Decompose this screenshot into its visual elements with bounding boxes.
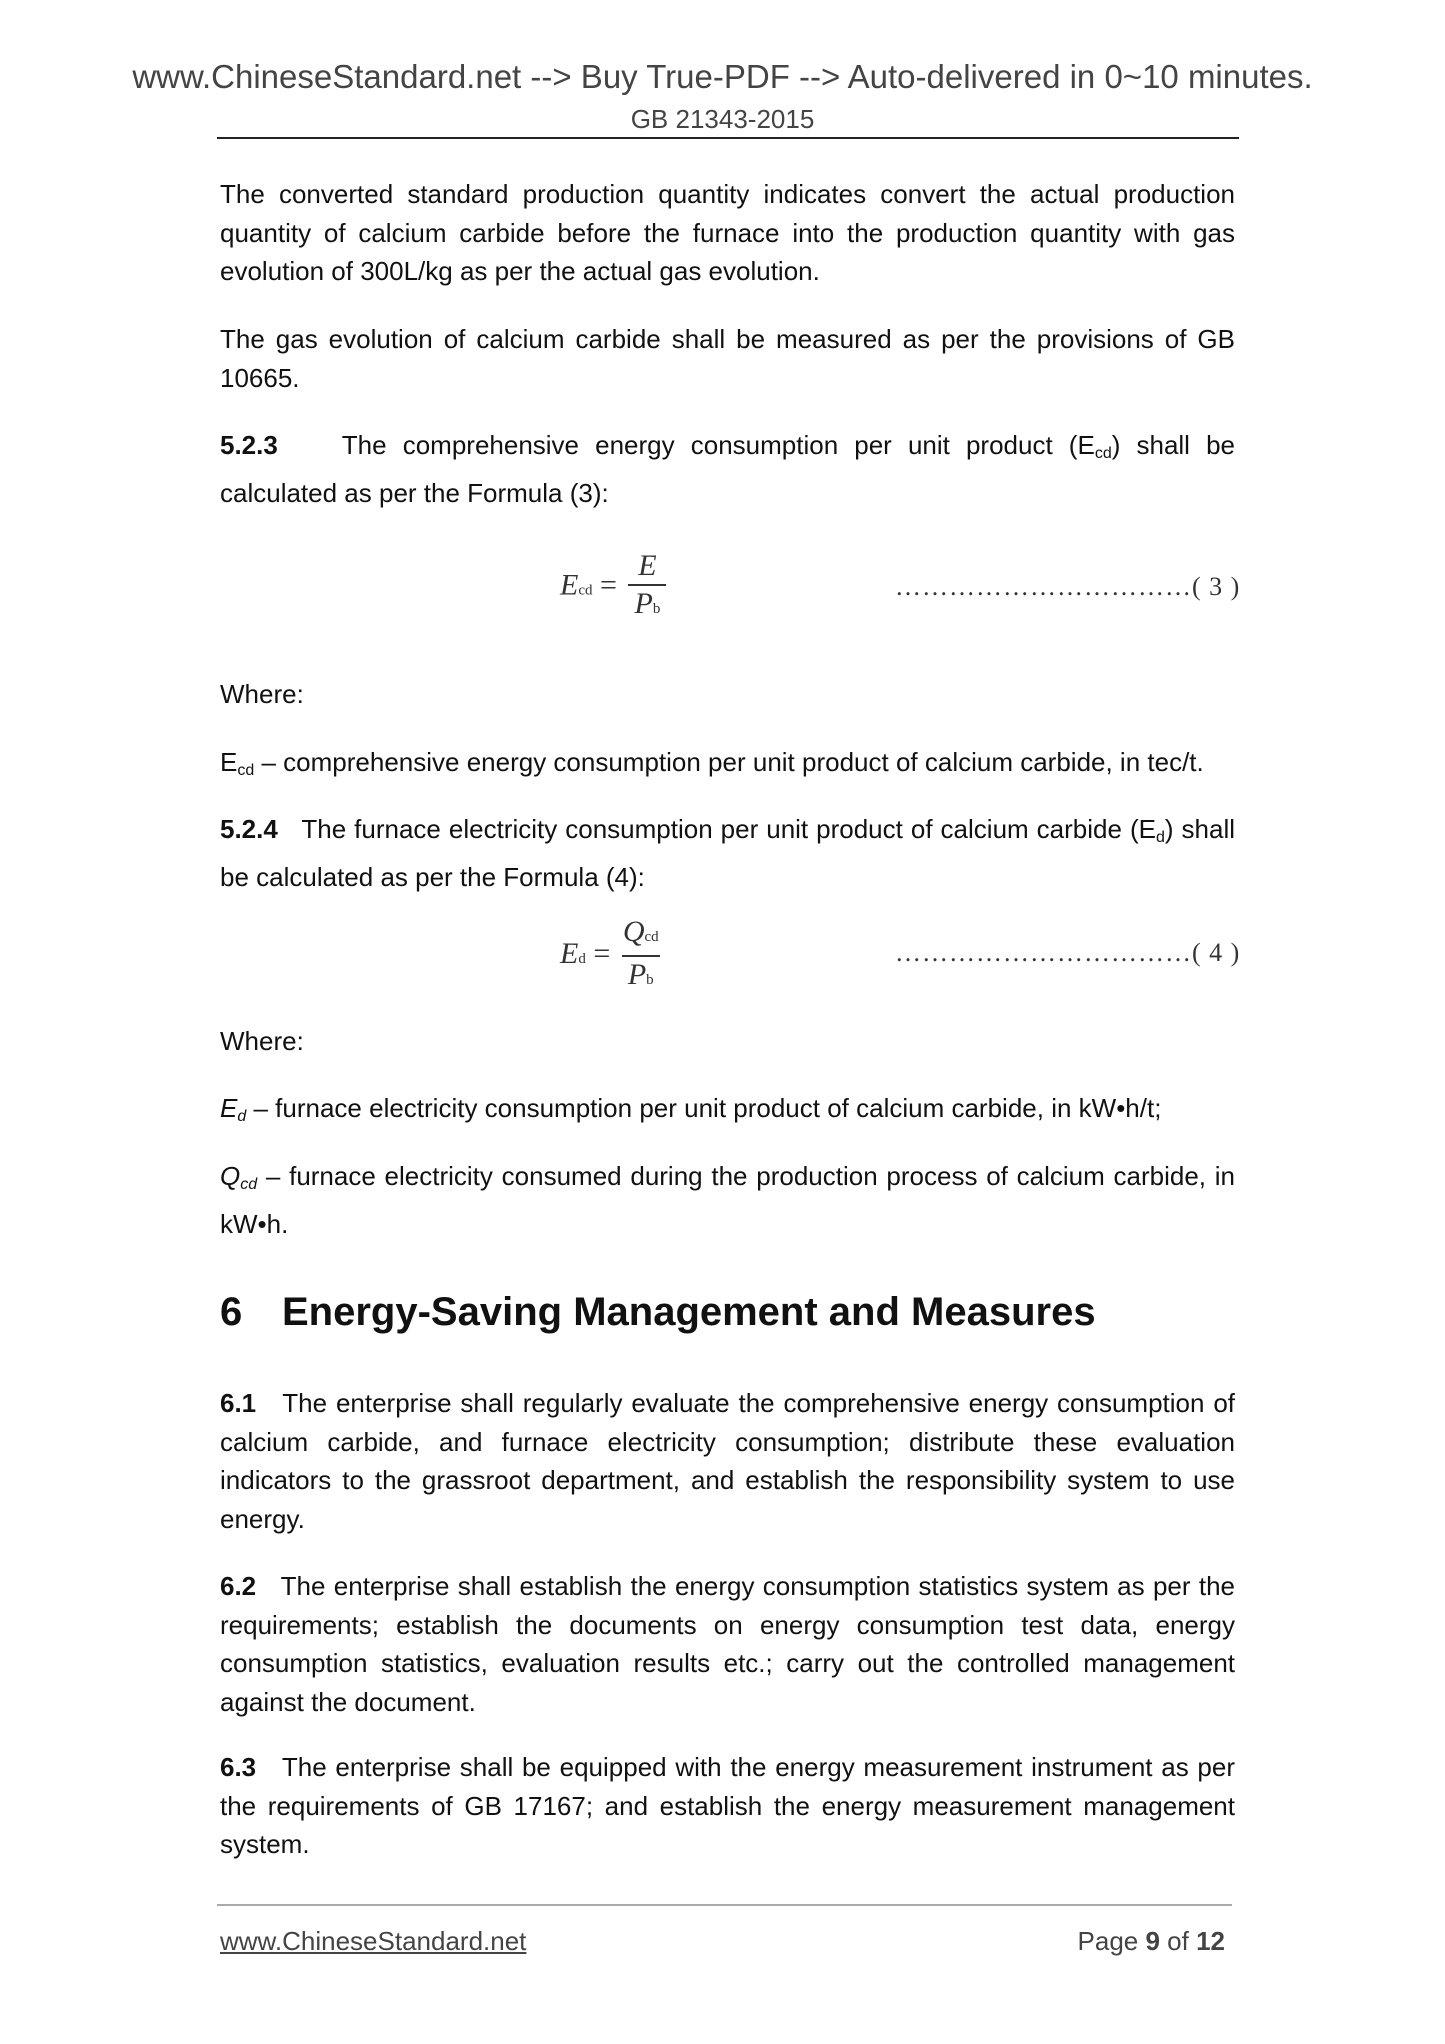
clause-6-2 [220, 1567, 1235, 1721]
clause-5-2-4 [220, 810, 1235, 896]
clause-number: 5.2.3 [220, 430, 278, 460]
clause-text: The furnace electricity consumption per unit product of calcium carbide (E [301, 814, 1156, 844]
clause-6-1 [220, 1384, 1235, 1538]
header-banner: www.ChineseStandard.net --> Buy True-PDF --> Auto-delivered in 0~10 minutes. [132, 58, 1313, 95]
section-number: 6 [220, 1290, 243, 1334]
page-indicator [1078, 1926, 1225, 1957]
subscript: d [1155, 829, 1165, 846]
leader-dots: …………………………… [895, 572, 1192, 601]
definition-ecd [220, 743, 1235, 791]
fraction [628, 548, 666, 627]
fraction [622, 914, 660, 998]
where-label: Where: [220, 679, 304, 709]
clause-6-3 [220, 1748, 1235, 1864]
definition-text: – furnace electricity consumption per unit product of calcium carbide, in kW•h/t; [246, 1093, 1162, 1123]
numerator: Q [622, 915, 645, 948]
symbol: Q [220, 1161, 241, 1191]
section-title: Energy-Saving Management and Measures [282, 1290, 1096, 1334]
page-of: of [1159, 1926, 1197, 1956]
definition-text: – comprehensive energy consumption per unit product of calcium carbide, in tec/t. [254, 747, 1204, 777]
denominator-sub: b [646, 972, 654, 988]
paragraph-converted-production: The converted standard production quantity indicates convert the actual production quantity of calcium carbide before the furnace into the production quantity with gas evolution of 300L/kg as per the actual gas evolution. [220, 179, 1235, 286]
formula-4: Ed = $\frac{\text{Qcd}}{Pb}$ [560, 914, 660, 998]
numerator: E [638, 549, 657, 582]
symbol: E [220, 747, 238, 777]
clause-number: 6.2 [220, 1571, 257, 1601]
definition-text: – furnace electricity consumed during the production process of calcium carbide, in kW•h. [220, 1161, 1235, 1239]
page-prefix: Page [1077, 1926, 1146, 1956]
formula-3: Ecd = $\frac{E}{Pb}$ [560, 548, 666, 627]
equation-number: ( 3 ) [1192, 572, 1241, 601]
equation-number: ( 4 ) [1192, 938, 1241, 967]
section-heading-6 [220, 1290, 1096, 1335]
definition-ed [220, 1089, 1235, 1137]
footer-rule [217, 1904, 1232, 1906]
where-label: Where: [220, 1026, 304, 1056]
clause-5-2-3 [220, 426, 1235, 512]
doc-id: GB 21343-2015 [630, 104, 815, 134]
clause-text: The comprehensive energy consumption per unit product (E [341, 430, 1095, 460]
denominator-sub: b [652, 601, 661, 617]
subscript: d [237, 1108, 247, 1125]
clause-text: The enterprise shall be equipped with the energy measurement instrument as per the requirements of GB 17167; and establish the energy measurement management system. [220, 1752, 1235, 1859]
leader-dots: …………………………… [895, 938, 1192, 967]
clause-text: The enterprise shall establish the energy consumption statistics system as per the requirements; establish the documents on energy consumption test data, energy consumption statistics, evaluation results etc.; carry out the controlled management against the document. [220, 1571, 1236, 1717]
numerator-sub: cd [644, 929, 659, 945]
paragraph-gas-evolution: The gas evolution of calcium carbide shall be measured as per the provisions of GB 10665. [220, 324, 1235, 393]
denominator: P [627, 958, 647, 991]
page-number: 9 [1145, 1926, 1160, 1956]
formula-lhs-sub: cd [578, 582, 593, 599]
footer-website-link[interactable]: www.ChineseStandard.net [220, 1926, 527, 1956]
formula-lhs: E [560, 936, 579, 970]
clause-number: 5.2.4 [220, 814, 278, 844]
clause-number: 6.3 [220, 1752, 257, 1782]
page-total: 12 [1196, 1926, 1225, 1956]
clause-text: The enterprise shall regularly evaluate the comprehensive energy consumption of calcium carbide, and furnace electricity consumption; distribute these evaluation indicators to the grassroot department, and establish the responsibility system to use energy. [220, 1388, 1236, 1534]
clause-text: ) shall be calculated as per the Formula (4): [220, 814, 1236, 892]
clause-number: 6.1 [220, 1388, 257, 1418]
symbol: E [220, 1093, 238, 1123]
clause-text: ) shall be calculated as per the Formula (3): [220, 430, 1235, 508]
formula-lhs-sub: d [578, 950, 586, 967]
header-rule [217, 137, 1239, 139]
subscript: cd [240, 1176, 258, 1193]
denominator: P [634, 587, 653, 620]
subscript: cd [237, 762, 255, 779]
definition-qcd [220, 1157, 1235, 1243]
formula-4-label [895, 938, 1240, 968]
formula-3-label [895, 572, 1240, 602]
subscript: cd [1094, 445, 1112, 462]
formula-lhs: E [560, 568, 579, 602]
